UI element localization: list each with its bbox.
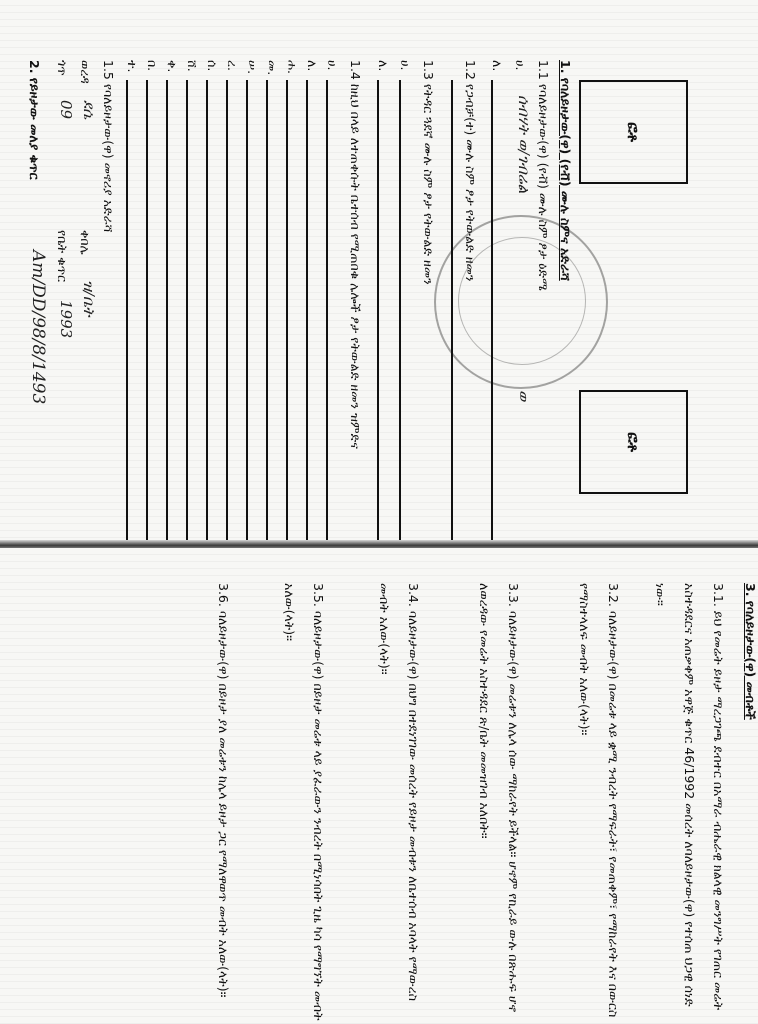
blank-line <box>451 80 453 540</box>
photo-label: ፎቶ <box>624 432 643 452</box>
para-3-2: 3.2. ባለይዞታው(ዋ) በመሬቱ ላይ ቋሚ ንብረት የማፍራት፣ የመጠቀም፣ የማከራየት እና በውርስ የማስተላለፍ መብት አለው(ላት)። <box>577 583 621 1018</box>
blank-line <box>326 80 328 540</box>
section1-title: 1. የባለይዞታው(ዋ) (የቭ) ሙሉ ስምና አድራሻ <box>558 60 573 281</box>
row-letter: ሰ. <box>205 60 220 72</box>
para-3-6: 3.6. ባለይዞታው(ዋ) በይዞታ ያለ መሬቱን ከሌላ ይዞታ ጋር የማለዋወጥ መብት አለው(ላት)። <box>216 583 231 998</box>
blank-line <box>186 80 188 540</box>
section2-title: 2. የይዞታው መለያ ቁጥር <box>27 60 42 180</box>
letter-a: ሀ. <box>513 60 528 71</box>
blank-line <box>246 80 248 540</box>
handwritten-got: ዝ/ቤት <box>80 280 98 317</box>
row-letter: ቀ. <box>165 60 180 73</box>
handwritten-kebele: 09 <box>57 100 75 120</box>
blank-line <box>491 80 493 540</box>
handwritten-wereda: ደሴ <box>80 100 98 120</box>
handwritten-parcel-id: Am/DD/98/8/1493 <box>28 250 48 405</box>
wereda-label: ወረዳ <box>78 60 93 84</box>
blank-line <box>226 80 228 540</box>
blank-line <box>266 80 268 540</box>
para-3-1: 3.1. ይህ የመሬት ይዞታ ማረጋገጫ ደብተር በአማራ ብሔራዊ ክልላዊ መንግሥት የገጠር መሬት አስተዳደርና አጠቃቀም አዋጅ ቁጥር 46/1992 መሰረት ለባለይዞታው(ዋ) የተሰጠ ህጋዊ ሰነድ ነው። <box>653 583 726 1011</box>
para-3-3: 3.3. ባለይዞታው(ዋ) መሬቱን ለሌላ ሰው ማከራየት ይችላል። ሆኖም የኪራይ ውሉ በጽሑፍ ሆኖ ለወረዳው የመሬት አስተዳደር ጽ/ቤት መመዝገብ አለበት። <box>477 583 521 1013</box>
handwritten-name: ሰብሃት ወ/ገብሬል <box>515 95 533 194</box>
house-no-label: የቤት ቁጥር <box>55 230 70 283</box>
kebele-label: ቀበሌ <box>78 230 93 255</box>
letter-a2: ሀ. <box>398 60 413 71</box>
blank-line <box>126 80 128 540</box>
row-letter: ሀ. <box>325 60 340 71</box>
row-letter: ለ. <box>305 60 320 72</box>
letter-b: ለ. <box>490 60 505 72</box>
letter-b2: ለ. <box>376 60 391 72</box>
item-1-1: 1.1 የባለይዞታው(ዋ) (የቭ) ሙሉ ስም ፆታ ዕድሜ <box>536 60 551 291</box>
blank-line <box>306 80 308 540</box>
item-1-2: 1.2 የጋብቻ(ተ) ሙሉ ስም ፆታ የትውልድ ዘመን <box>463 60 478 282</box>
handwritten-year: 1993 <box>57 300 75 339</box>
photo-label: ፎቶ <box>624 122 643 142</box>
official-stamp <box>434 215 608 389</box>
blank-line <box>166 80 168 540</box>
row-letter: መ. <box>265 60 280 76</box>
blank-line <box>399 80 401 540</box>
item-1-5: 1.5 የባለይዞታው(ዋ) መኖሪያ አድራሻ <box>101 60 116 233</box>
blank-line <box>206 80 208 540</box>
row-letter: ሠ. <box>245 60 260 75</box>
got-label: ጎጥ <box>55 60 70 76</box>
row-letter: ሸ. <box>185 60 200 72</box>
bottom-page <box>0 548 758 1024</box>
blank-line <box>146 80 148 540</box>
row-letter: በ. <box>145 60 160 72</box>
photo-box-1 <box>579 80 688 184</box>
handwritten-sex: ወ <box>515 390 533 402</box>
photo-box-2 <box>579 390 688 494</box>
para-3-5: 3.5. ባለይዞታው(ዋ) በይዞታ መሬቱ ላይ ያፈራውን ንብረት በሚነሳበት ጊዜ ካሳ የማግኘት መብት አለው(ላት)። <box>282 583 326 1021</box>
item-1-3: 1.3 የትዳር ጓደኛ ሙሉ ስም ፆታ የትውልድ ዘመን <box>421 60 436 285</box>
blank-line <box>286 80 288 540</box>
row-letter: ረ. <box>225 60 240 71</box>
row-letter: ሐ. <box>285 60 300 75</box>
row-letter: ተ. <box>125 60 140 73</box>
blank-line <box>377 80 379 540</box>
section3-title: 3. የባለይዞታው(ዋ) መብቶች <box>743 583 758 720</box>
item-1-4: 1.4 ከዚህ በላይ ለተጠቀሱት ቤተሰብ የሚጠበቁ ሌሎች ፆታ የትውልድ ዘመን ዝምድና <box>348 60 363 449</box>
para-3-4: 3.4. ባለይዞታው(ዋ) በህግ በተደነገገው መሰረት የይዞታ መብቱን ለቤተሰብ አባላት የማውረስ መብት አለው(ላት)። <box>377 583 421 1001</box>
